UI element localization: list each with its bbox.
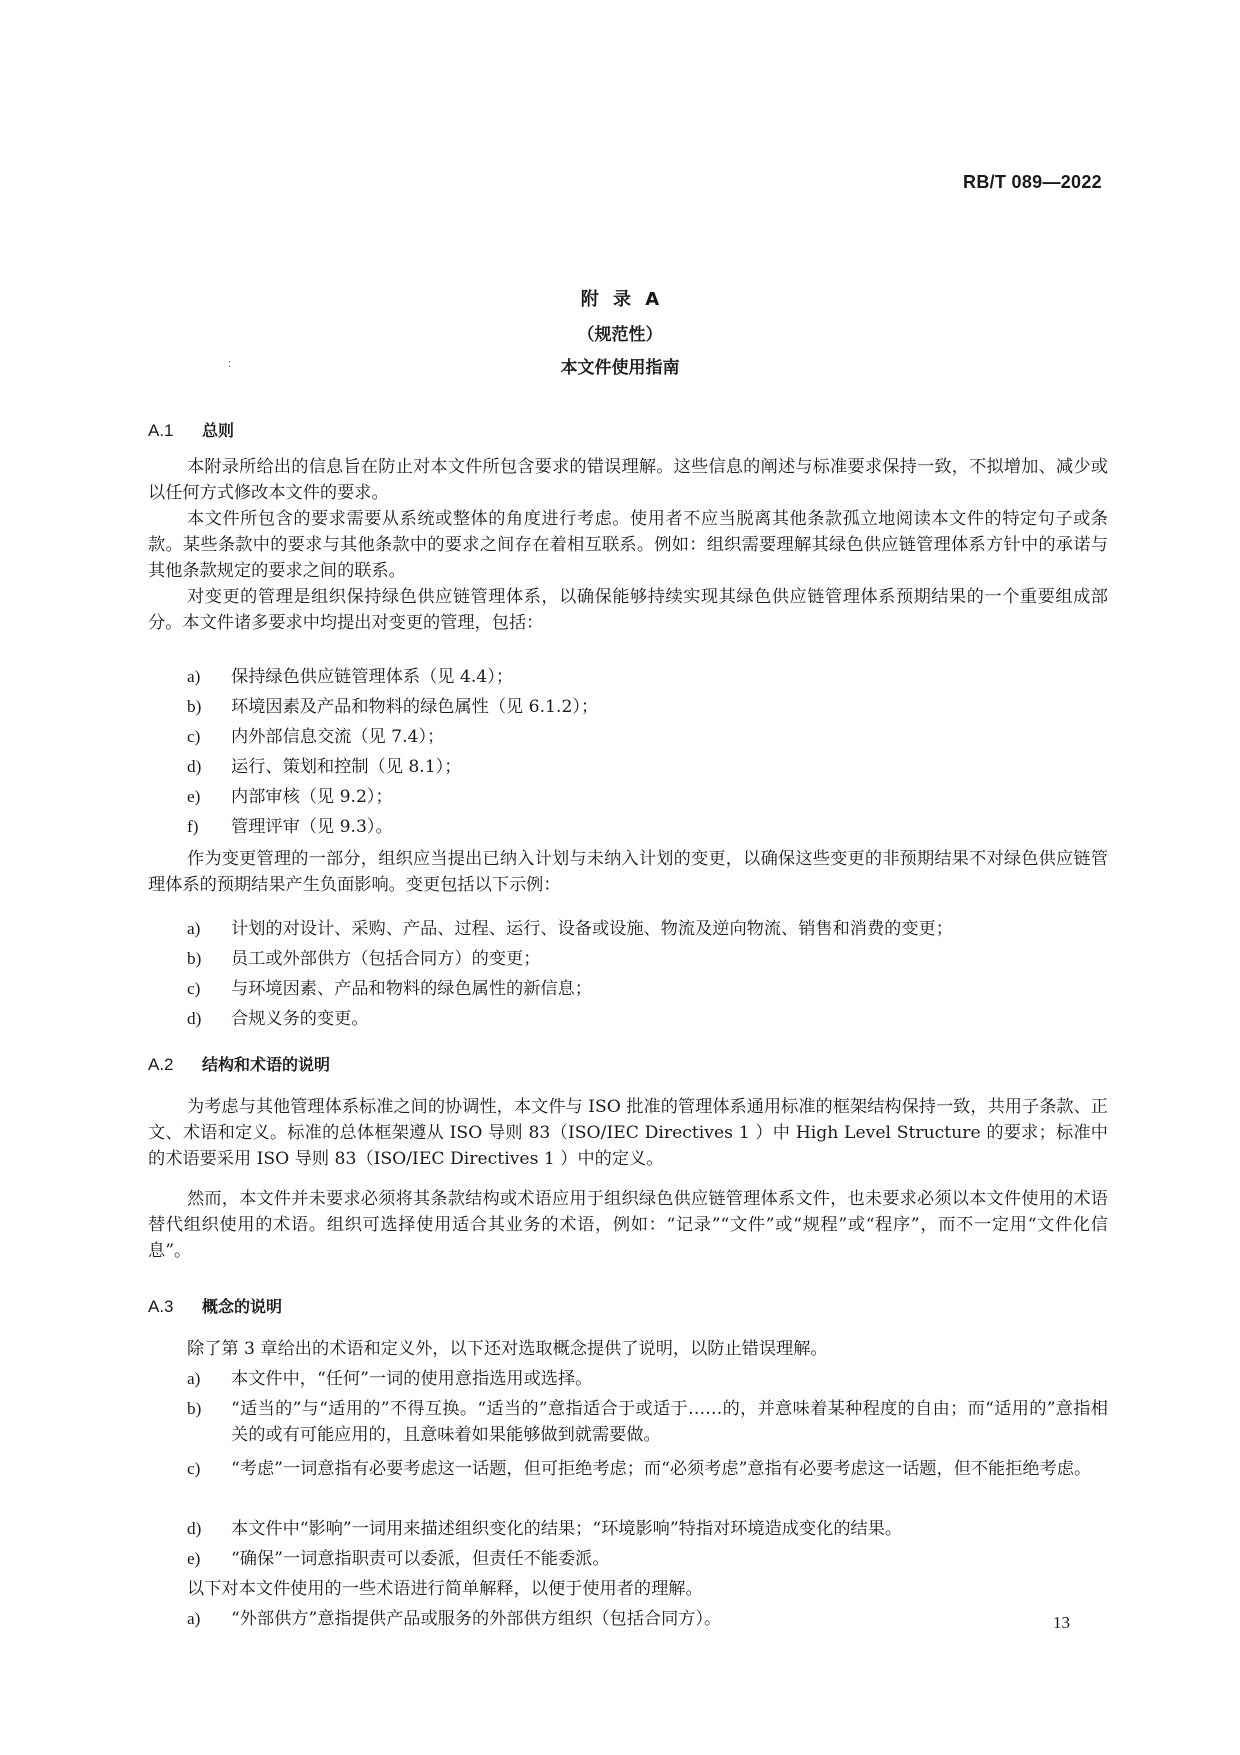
paragraph: 为考虑与其他管理体系标准之间的协调性，本文件与 ISO 批准的管理体系通用标准的框架结构保持一致，共用子条款、正文、术语和定义。标准的总体框架遵从 ISO 导则 83（ISO/IEC Directives 1 ）中 High Level Structure 的要求；标准中的术语要采用 ISO 导则 83（ISO/IEC Directives 1 ）中的定义。 [148, 1097, 1108, 1169]
section-heading-a2 [148, 1052, 330, 1075]
section-number: A.1 [148, 421, 174, 440]
list-item: c) “考虑”一词意指有必要考虑这一话题，但可拒绝考虑；而“必须考虑”意指有必要考虑这一话题，但不能拒绝考虑。 [187, 1459, 1092, 1479]
paragraph: 作为变更管理的一部分，组织应当提出已纳入计划与未纳入计划的变更，以确保这些变更的非预期结果不对绿色供应链管理体系的预期结果产生负面影响。变更包括以下示例： [148, 849, 1108, 895]
page-number: 13 [1053, 1613, 1070, 1632]
list-item: a) 计划的对设计、采购、产品、过程、运行、设备或设施、物流及逆向物流、销售和消费的变更； [187, 919, 953, 939]
section-title: 概念的说明 [202, 1297, 283, 1316]
list-item: a) 本文件中，“任何”一词的使用意指选用或选择。 [187, 1369, 593, 1389]
document-code: RB/T 089—2022 [963, 172, 1102, 192]
section-heading-a1 [148, 418, 234, 441]
paragraph: 除了第 3 章给出的术语和定义外，以下还对选取概念提供了说明，以防止错误理解。 [187, 1339, 828, 1359]
annex-name: 本文件使用指南 [560, 358, 680, 378]
section-number: A.2 [148, 1055, 174, 1074]
list-item: e) “确保”一词意指职责可以委派，但责任不能委派。 [187, 1549, 610, 1569]
paragraph: 以下对本文件使用的一些术语进行简单解释，以便于使用者的理解。 [187, 1579, 703, 1599]
margin-mark: ： [227, 357, 238, 370]
list-item: a) “外部供方”意指提供产品或服务的外部供方组织（包括合同方）。 [187, 1609, 722, 1629]
paragraph: 本附录所给出的信息旨在防止对本文件所包含要求的错误理解。这些信息的阐述与标准要求保持一致，不拟增加、减少或以任何方式修改本文件的要求。 [148, 457, 1108, 503]
list-item: c) 内外部信息交流（见 7.4）； [187, 727, 445, 747]
list-item: a) 保持绿色供应链管理体系（见 4.4）； [187, 667, 514, 687]
list-item: b) 环境因素及产品和物料的绿色属性（见 6.1.2）； [187, 697, 599, 717]
list-item: d) 运行、策划和控制（见 8.1）； [187, 757, 462, 777]
annex-title: 附 录 A [580, 289, 660, 310]
annex-type: （规范性） [577, 325, 663, 345]
paragraph: 本文件所包含的要求需要从系统或整体的角度进行考虑。使用者不应当脱离其他条款孤立地阅读本文件的特定句子或条款。某些条款中的要求与其他条款中的要求之间存在着相互联系。例如：组织需要理解其绿色供应链管理体系方针中的承诺与其他条款规定的要求之间的联系。 [148, 509, 1108, 581]
paragraph: 对变更的管理是组织保持绿色供应链管理体系，以确保能够持续实现其绿色供应链管理体系预期结果的一个重要组成部分。本文件诸多要求中均提出对变更的管理，包括： [148, 587, 1108, 633]
list-item: c) 与环境因素、产品和物料的绿色属性的新信息； [187, 979, 592, 999]
list-item: b) “适当的”与“适用的”不得互换。“适当的”意指适合于或适于……的，并意味着某种程度的自由；而“适用的”意指相关的或有可能应用的，且意味着如果能够做到就需要做。 [187, 1399, 1108, 1445]
section-number: A.3 [148, 1297, 174, 1316]
list-item: f) 管理评审（见 9.3）。 [187, 817, 393, 837]
section-title: 结构和术语的说明 [202, 1055, 331, 1074]
list-item: b) 员工或外部供方（包括合同方）的变更； [187, 949, 541, 969]
section-heading-a3 [148, 1294, 282, 1317]
section-title: 总则 [202, 421, 235, 440]
list-item: e) 内部审核（见 9.2）； [187, 787, 393, 807]
paragraph: 然而，本文件并未要求必须将其条款结构或术语应用于组织绿色供应链管理体系文件，也未要求必须以本文件使用的术语替代组织使用的术语。组织可选择使用适合其业务的术语，例如：“记录”“文件”或“规程”或“程序”，而不一定用“文件化信息”。 [148, 1189, 1108, 1261]
list-item: d) 本文件中“影响”一词用来描述组织变化的结果；“环境影响”特指对环境造成变化的结果。 [187, 1519, 903, 1539]
list-item: d) 合规义务的变更。 [187, 1009, 369, 1029]
